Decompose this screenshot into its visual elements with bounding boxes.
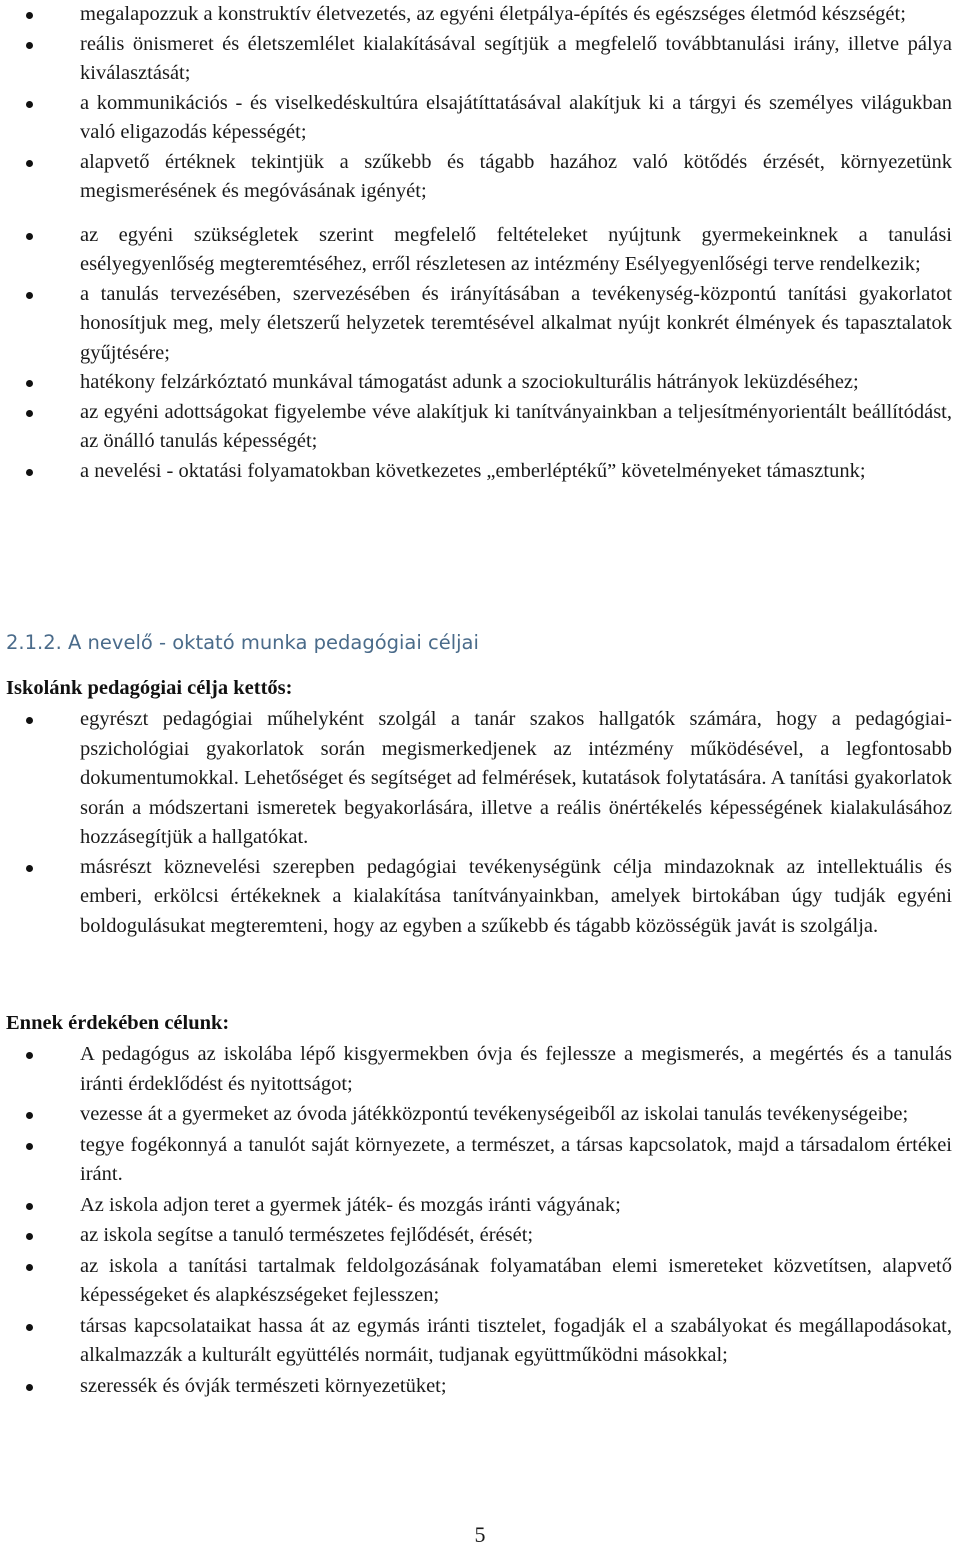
aims-bullet-list <box>0 1040 956 1402</box>
bullet-icon <box>26 1324 33 1331</box>
bullet-icon <box>26 42 33 49</box>
bullet-icon <box>26 469 33 476</box>
bullet-icon <box>26 101 33 108</box>
list-item: tegye fogékonnyá a tanulót saját környezete, a természet, a társas kapcsolatok, majd a társadalom értékei iránt. <box>0 1131 956 1190</box>
list-item: hatékony felzárkóztató munkával támogatást adunk a szociokulturális hátrányok leküzdéséhez; <box>0 368 956 398</box>
list-item: a kommunikációs - és viselkedéskultúra elsajátíttatásával alakítjuk ki a tárgyi és személyes világukban való eligazodás képességét; <box>0 89 956 148</box>
bullet-icon <box>26 160 33 167</box>
bullet-icon <box>26 292 33 299</box>
list-item: másrészt köznevelési szerepben pedagógiai tevékenységünk célja mindazoknak az intellektuális és emberi, erkölcsi értékeknek a kialakítása tanítványainkban, amelyek birtokában úgy tudják egyéni boldogulásukat megteremteni, hogy az egyben a szűkebb és tágabb közösségük javát is szolgálja. <box>0 853 956 942</box>
list-item: Az iskola adjon teret a gyermek játék- és mozgás iránti vágyának; <box>0 1191 956 1221</box>
bullet-icon <box>26 410 33 417</box>
list-item: vezesse át a gyermeket az óvoda játékközpontú tevékenységeiből az iskolai tanulás tevékenységeibe; <box>0 1100 956 1130</box>
bullet-icon <box>26 865 33 872</box>
list-item: az iskola segítse a tanuló természetes fejlődését, érését; <box>0 1221 956 1251</box>
list-item: az egyéni adottságokat figyelembe véve alakítjuk ki tanítványainkban a teljesítményorientált beállítódást, az önálló tanulás képességét; <box>0 398 956 457</box>
subheading-dual-goal: Iskolánk pedagógiai célja kettős: <box>6 677 293 699</box>
list-item: reális önismeret és életszemlélet kialakításával segítjük a megfelelő továbbtanulási irány, illetve pálya kiválasztását; <box>0 30 956 89</box>
bullet-icon <box>26 1233 33 1240</box>
list-item: társas kapcsolataikat hassa át az egymás iránti tisztelet, fogadják el a szabályokat és megállapodásokat, alkalmazzák a kulturált együttélés normáit, tudjanak együttműködni másokkal; <box>0 1312 956 1371</box>
bullet-icon <box>26 1052 33 1059</box>
bullet-icon <box>26 1143 33 1150</box>
bullet-icon <box>26 1112 33 1119</box>
list-item: a nevelési - oktatási folyamatokban következetes „emberléptékű” követelményeket támasztunk; <box>0 457 956 487</box>
bullet-icon <box>26 380 33 387</box>
subheading-our-aim: Ennek érdekében célunk: <box>6 1012 230 1034</box>
page-number: 5 <box>474 1522 486 1547</box>
section-heading: 2.1.2. A nevelő - oktató munka pedagógiai céljai <box>6 631 479 654</box>
bullet-icon <box>26 1264 33 1271</box>
list-item: az egyéni szükségletek szerint megfelelő feltételeket nyújtunk gyermekeinknek a tanulási esélyegyenlőség megteremtéséhez, erről részletesen az intézmény Esélyegyenlőségi terve rendelkezik; <box>0 221 956 280</box>
list-item: a tanulás tervezésében, szervezésében és irányításában a tevékenység-központú tanítási gyakorlatot honosítjuk meg, mely életszerű helyzetek teremtésével alkalmat nyújt konkrét élmények és tapasztalatok gyűjtésére; <box>0 280 956 369</box>
list-item: szeressék és óvják természeti környezetüket; <box>0 1372 956 1402</box>
list-item: alapvető értéknek tekintjük a szűkebb és tágabb hazához való kötődés érzését, környezetünk megismerésének és megóvásának igényét; <box>0 148 956 207</box>
bullet-icon <box>26 12 33 19</box>
goals-bullet-list <box>0 0 956 486</box>
list-item: az iskola a tanítási tartalmak feldolgozásának folyamatában elemi ismereteket közvetítsen, alapvető képességeket és alapkészségeket fejlesszen; <box>0 1252 956 1311</box>
list-item: A pedagógus az iskolába lépő kisgyermekben óvja és fejlessze a megismerés, a megértés és a tanulás iránti érdeklődést és nyitottságot; <box>0 1040 956 1099</box>
dual-goal-bullet-list <box>0 705 956 941</box>
list-item: megalapozzuk a konstruktív életvezetés, az egyéni életpálya-építés és egészséges életmód készségét; <box>0 0 956 30</box>
bullet-icon <box>26 1203 33 1210</box>
bullet-icon <box>26 1384 33 1391</box>
bullet-icon <box>26 717 33 724</box>
bullet-icon <box>26 233 33 240</box>
list-item: egyrészt pedagógiai műhelyként szolgál a tanár szakos hallgatók számára, hogy a pedagógiai-pszichológiai gyakorlatok során megismerkedjenek az intézmény működésével, a legfontosabb dokumentumokkal. Lehetőséget és segítséget ad felmérések, kutatások folytatására. A tanítási gyakorlatok során a módszertani ismeretek begyakorlására, illetve a reális önértékelés képességének kialakulásához hozzásegítjük a hallgatókat. <box>0 705 956 853</box>
